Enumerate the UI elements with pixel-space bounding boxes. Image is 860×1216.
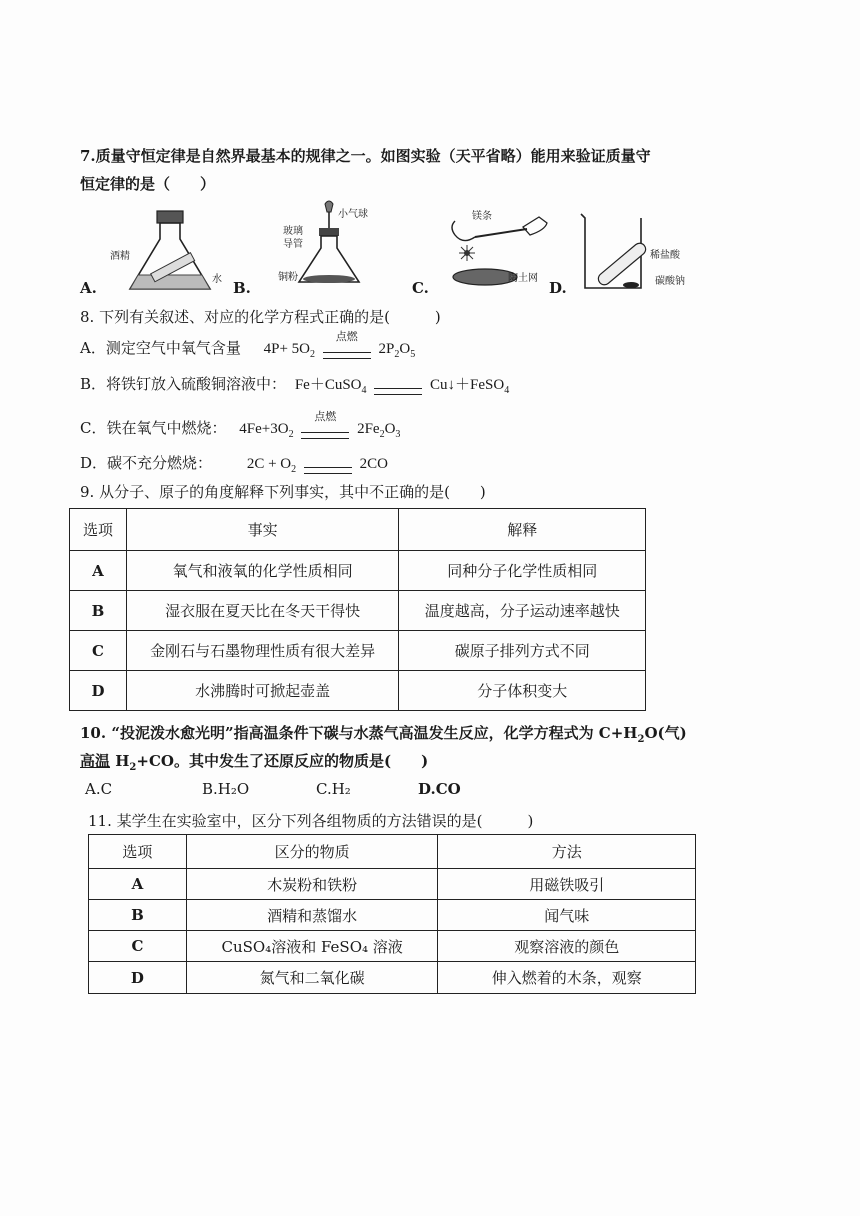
table-row: B 酒精和蒸馏水 闻气味 xyxy=(89,900,696,931)
q9-header-explanation: 解释 xyxy=(399,509,646,551)
q8-c-condition: 点燃 xyxy=(297,424,353,446)
fig-c-label-magnesium: 镁条 xyxy=(472,211,492,222)
q10-option-a: A.C xyxy=(85,780,113,798)
q8-option-d xyxy=(80,452,388,481)
q7-option-c: C. xyxy=(412,279,429,297)
fig-d-label-sodium-carbonate: 碳酸钠 xyxy=(655,276,685,287)
q9-header-option: 选项 xyxy=(70,509,127,551)
q8-d-text: D．碳不充分燃烧： xyxy=(80,454,213,472)
q7-option-d: D. xyxy=(549,279,567,297)
q11-header-method: 方法 xyxy=(438,835,696,869)
q9-header-fact: 事实 xyxy=(126,509,399,551)
q8-option-a xyxy=(80,331,416,366)
q8-d-equation: $2C + O_2$ 2CO xyxy=(246,456,388,475)
q10-condition: 高温 xyxy=(80,752,111,770)
beaker-testtube-figure xyxy=(575,208,650,293)
q11-header-substances: 区分的物质 xyxy=(186,835,438,869)
fig-c-label-gauze: 陶土网 xyxy=(508,273,538,284)
q10-stem-line1: 10. “投泥泼水愈光明”指高温条件下碳与水蒸气高温发生反应，化学方程式为 $C+H_2O$(气) xyxy=(80,724,687,745)
q11-table xyxy=(88,834,696,994)
q7-option-b: B. xyxy=(233,279,251,297)
fig-d-label-hcl: 稀盐酸 xyxy=(650,250,680,261)
table-row: C 金刚石与石墨物理性质有很大差异 碳原子排列方式不同 xyxy=(70,631,646,671)
fig-b-label-tube: 导管 xyxy=(283,239,303,250)
fig-b-label-copper: 铜粉 xyxy=(278,272,298,283)
q8-b-equation: Fe＋CuSO$_4$ Cu↓＋FeSO$_4$ xyxy=(294,377,510,396)
q8-a-equation: $4P+ 5O_2$ 点燃 $2P_2O_5$ xyxy=(264,341,416,357)
q8-stem: 8. 下列有关叙述、对应的化学方程式正确的是( ) xyxy=(80,308,441,326)
q11-stem: 11. 某学生在实验室中，区分下列各组物质的方法错误的是( ) xyxy=(88,812,534,830)
q8-b-text: B．将铁钉放入硫酸铜溶液中： xyxy=(80,375,287,393)
fig-a-label-alcohol: 酒精 xyxy=(110,251,130,262)
table-row: D 氮气和二氧化碳 伸入燃着的木条，观察 xyxy=(89,962,696,994)
q7-stem-line2: 恒定律的是（ ） xyxy=(80,175,216,193)
q9-table xyxy=(69,508,646,711)
q9-table-header xyxy=(70,509,646,551)
fig-b-label-glass: 玻璃 xyxy=(283,226,303,237)
q10-option-d: D.CO xyxy=(418,780,461,798)
q10-option-b: B.H₂O xyxy=(202,780,250,798)
q8-option-b xyxy=(80,373,509,402)
table-row: A 木炭粉和铁粉 用磁铁吸引 xyxy=(89,869,696,900)
q8-a-condition: 点燃 xyxy=(319,344,375,366)
q8-c-text: C．铁在氧气中燃烧： xyxy=(80,419,227,437)
q11-header-option: 选项 xyxy=(89,835,187,869)
q8-option-c xyxy=(80,411,401,446)
q11-table-header xyxy=(89,835,696,869)
table-row: A 氧气和液氧的化学性质相同 同种分子化学性质相同 xyxy=(70,551,646,591)
q10-option-c: C.H₂ xyxy=(316,780,351,798)
q9-stem: 9. 从分子、原子的角度解释下列事实，其中不正确的是( ) xyxy=(80,483,486,501)
fig-b-label-balloon: 小气球 xyxy=(338,209,368,220)
table-row: C CuSO₄溶液和 FeSO₄ 溶液 观察溶液的颜色 xyxy=(89,931,696,962)
q7-stem-line1: 7.质量守恒定律是自然界最基本的规律之一。如图实验（天平省略）能用来验证质量守 xyxy=(80,147,651,165)
q8-c-equation: $4Fe+3O_2$ 点燃 $2Fe_2O_3$ xyxy=(239,421,400,437)
table-row: B 湿衣服在夏天比在冬天干得快 温度越高，分子运动速率越快 xyxy=(70,591,646,631)
q7-option-a: A. xyxy=(80,279,97,297)
fig-a-label-water: 水 xyxy=(212,274,222,285)
q8-a-text: A．测定空气中氧气含量 xyxy=(80,339,241,357)
q10-stem-line2: 高温 $H_2+CO$。其中发生了还原反应的物质是( ) xyxy=(80,752,429,773)
table-row: D 水沸腾时可掀起壶盖 分子体积变大 xyxy=(70,671,646,711)
